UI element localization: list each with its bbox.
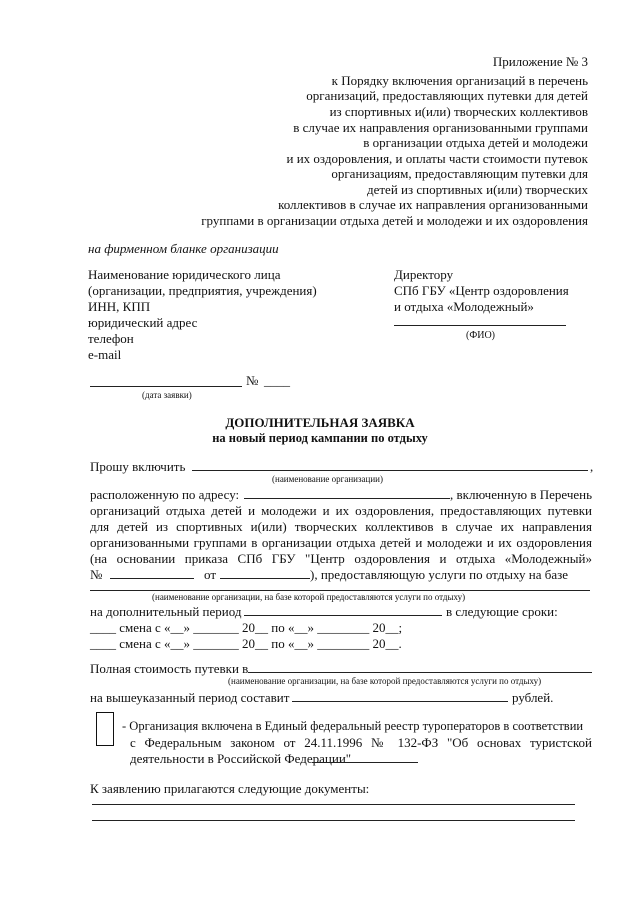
attachment-line[interactable] [92, 804, 575, 805]
order-number-line[interactable] [110, 578, 194, 579]
sender-line: (организации, предприятия, учреждения) [88, 283, 317, 298]
paragraph-line: (на основании приказа СПб ГБУ "Центр оздоровления и отдыха «Молодежный» [90, 551, 592, 566]
shift-row[interactable]: ____ смена с «__» _______ 20__ по «__» ________ 20__; [90, 620, 403, 635]
sender-line: e-mail [88, 347, 122, 362]
sender-line: ИНН, КПП [88, 299, 151, 314]
paragraph-line: организованными группами в организации отдыха детей и молодежи и их оздоровления [90, 535, 592, 550]
period-prefix: на дополнительный период [90, 604, 242, 619]
order-from-label: от [204, 567, 217, 582]
recipient-line: и отдыха «Молодежный» [394, 299, 534, 314]
letterhead-note: на фирменном бланке организации [88, 241, 279, 256]
registry-line: с Федеральным законом от 24.11.1996 № 132-ФЗ "Об основах туристской [130, 735, 592, 750]
org-name-label: (наименование организации) [272, 474, 383, 484]
appendix-title: Приложение № 3 [492, 54, 588, 69]
header-line: организациям, предоставляющим путевки для [331, 166, 588, 181]
period-suffix: в следующие сроки: [446, 604, 558, 619]
paragraph-line: организаций отдыха детей и молодежи и их оздоровления, предоставляющих путевки [90, 503, 592, 518]
document-title: ДОПОЛНИТЕЛЬНАЯ ЗАЯВКА [225, 415, 415, 430]
address-suffix: , включенную в Перечень [450, 487, 593, 502]
registry-number-line[interactable] [312, 762, 418, 763]
fio-line[interactable] [394, 325, 566, 326]
request-comma: , [590, 459, 594, 474]
number-blank[interactable]: ____ [264, 373, 290, 388]
sender-line: юридический адрес [88, 315, 198, 330]
date-line[interactable] [90, 386, 242, 387]
header-line: в организации отдыха детей и молодежи [363, 135, 588, 150]
header-line: из спортивных и(или) творческих коллективов [329, 104, 588, 119]
header-line: и их оздоровления, и оплаты части стоимости путевок [286, 151, 588, 166]
cost-prefix: Полная стоимость путевки в [90, 661, 249, 676]
fio-label: (ФИО) [466, 330, 496, 341]
header-line: организаций, предоставляющих путевки для детей [306, 88, 588, 103]
cost-org-label: (наименование организации, на базе которой предоставляются услуги по отдыху) [228, 676, 542, 686]
header-line: коллективов в случае их направления организованными [278, 197, 588, 212]
order-suffix: ), предоставляющую услуги по отдыху на базе [310, 567, 569, 582]
cost-org-line[interactable] [248, 672, 592, 673]
org-name-line[interactable] [192, 470, 588, 471]
recipient-line: СПб ГБУ «Центр оздоровления [394, 283, 569, 298]
base-org-label: (наименование организации, на базе которой предоставляются услуги по отдыху) [152, 592, 466, 602]
number-sign: № [246, 373, 259, 388]
order-date-line[interactable] [220, 578, 310, 579]
date-label: (дата заявки) [142, 390, 192, 400]
header-line: в случае их направления организованными группами [293, 120, 588, 135]
recipient-line: Директору [394, 267, 454, 282]
attachment-line[interactable] [92, 820, 575, 821]
header-line: детей из спортивных и(или) творческих [366, 182, 588, 197]
sender-line: телефон [88, 331, 134, 346]
sender-line: Наименование юридического лица [88, 267, 281, 282]
order-number-sign: № [90, 567, 103, 582]
cost-period-prefix: на вышеуказанный период составит [90, 690, 290, 705]
paragraph-line: для детей из спортивных и(или) творческих коллективов в случае их направления [90, 519, 592, 534]
registry-checkbox[interactable] [96, 712, 114, 746]
cost-amount-line[interactable] [292, 701, 508, 702]
address-prefix: расположенную по адресу: [90, 487, 240, 502]
document-subtitle: на новый период кампании по отдыху [212, 431, 428, 445]
shift-row[interactable]: ____ смена с «__» _______ 20__ по «__» ________ 20__. [90, 636, 402, 651]
address-line[interactable] [244, 498, 450, 499]
period-line[interactable] [244, 615, 442, 616]
header-line: к Порядку включения организаций в перечень [331, 73, 588, 88]
header-line: группами в организации отдыха детей и молодежи и их оздоровления [201, 213, 588, 228]
attachments-title: К заявлению прилагаются следующие документы: [90, 781, 370, 796]
registry-line: деятельности в Российской Федерации" [130, 751, 352, 766]
base-org-line[interactable] [90, 590, 590, 591]
cost-currency: рублей. [512, 690, 554, 705]
request-prefix: Прошу включить [90, 459, 186, 474]
registry-line: - Организация включена в Единый федеральный реестр туроператоров в соответствии [122, 719, 584, 733]
